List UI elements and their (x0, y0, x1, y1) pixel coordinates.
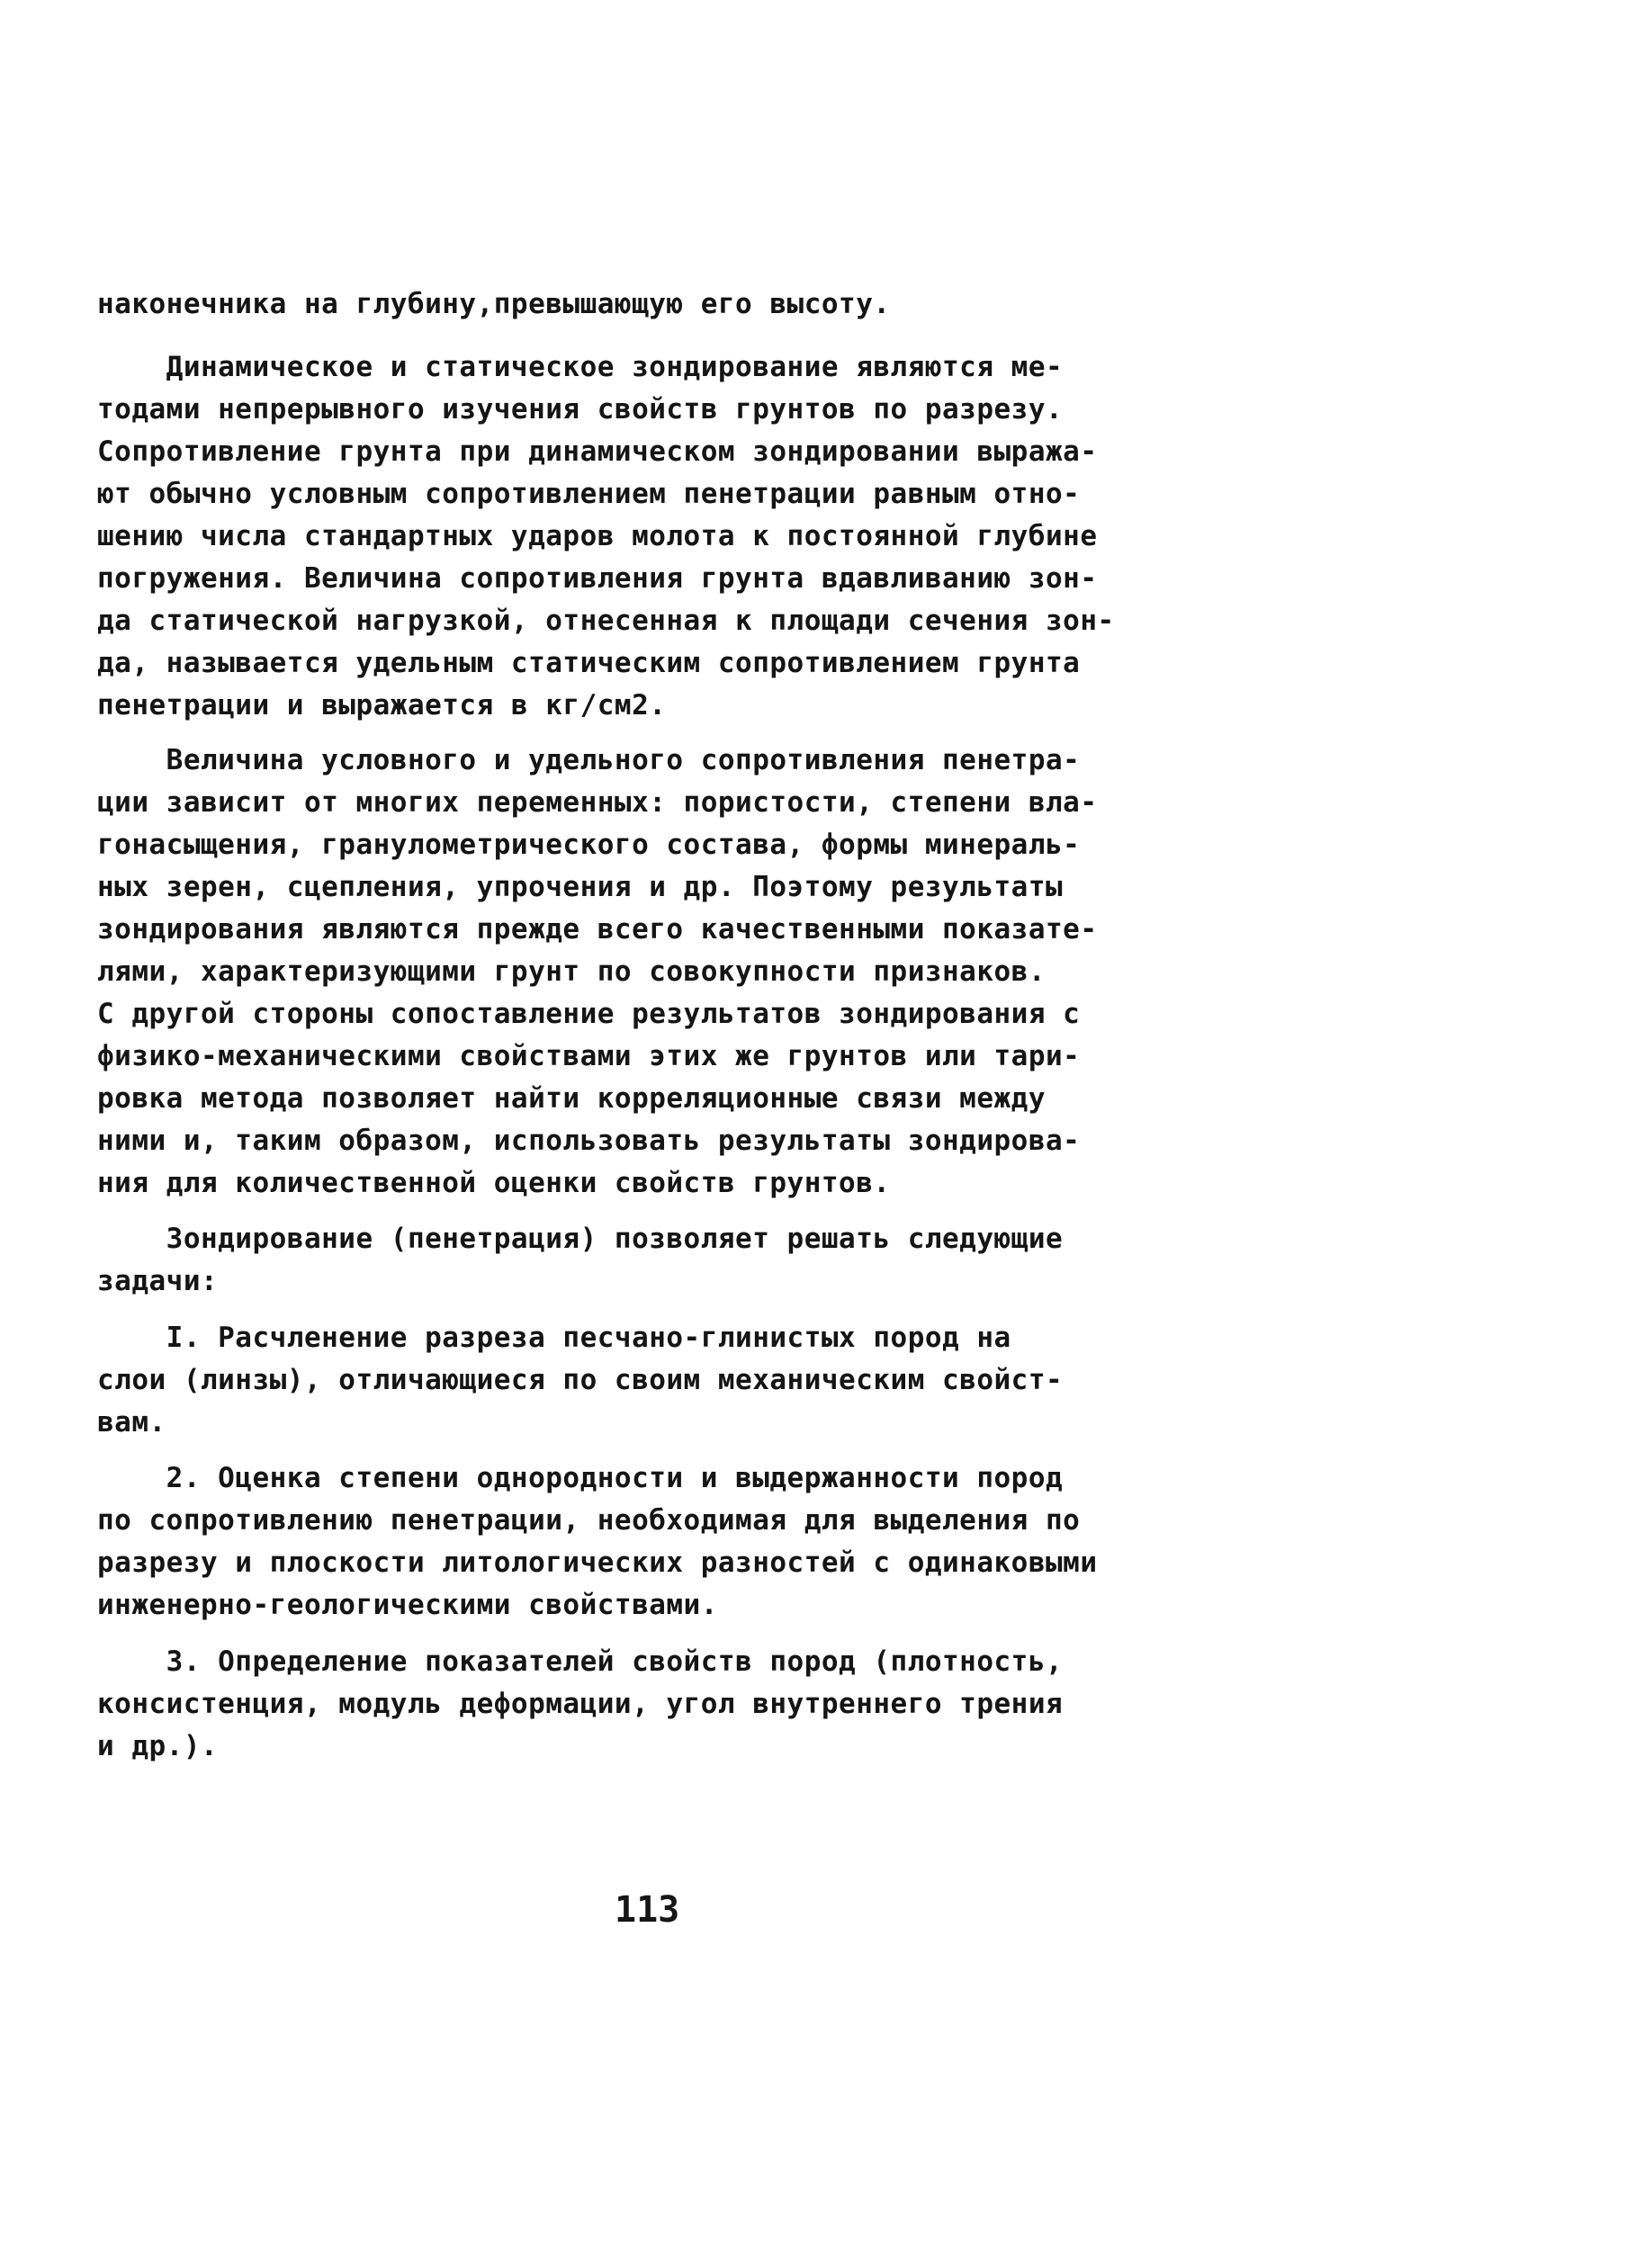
page-number: 113 (615, 1889, 680, 1931)
text-line: да, называется удельным статическим сопротивлением грунта (97, 647, 1081, 679)
text-line: вам. (97, 1406, 166, 1439)
text-line: и др.). (97, 1730, 219, 1762)
text-line: разрезу и плоскости литологических разностей с одинаковыми (97, 1546, 1098, 1579)
text-line: гонасыщения, гранулометрического состава, формы минераль- (97, 829, 1081, 861)
text-line: пенетрации и выражается в кг/см2. (97, 689, 667, 722)
text-line: 2. Оценка степени однородности и выдержанности пород (97, 1462, 1064, 1494)
text-line: ровка метода позволяет найти корреляционные связи между (97, 1082, 1046, 1115)
text-line: I. Расчленение разреза песчано-глинистых пород на (97, 1322, 1011, 1354)
text-line: ют обычно условным сопротивлением пенетрации равным отно- (97, 478, 1081, 510)
text-line: ния для количественной оценки свойств грунтов. (97, 1167, 891, 1199)
text-line: погружения. Величина сопротивления грунта вдавливанию зон- (97, 562, 1098, 595)
text-line: зондирования являются прежде всего качественными показате- (97, 913, 1098, 946)
text-line: тодами непрерывного изучения свойств грунтов по разрезу. (97, 393, 1064, 426)
text-line: инженерно-геологическими свойствами. (97, 1589, 718, 1621)
text-line: шению числа стандартных ударов молота к постоянной глубине (97, 520, 1098, 552)
text-line: лями, характеризующими грунт по совокупности признаков. (97, 955, 1046, 988)
text-line: С другой стороны сопоставление результатов зондирования с (97, 998, 1081, 1030)
text-line: Зондирование (пенетрация) позволяет решать следующие (97, 1223, 1064, 1255)
text-line: консистенция, модуль деформации, угол внутреннего трения (97, 1688, 1064, 1720)
text-line: ции зависит от многих переменных: пористости, степени вла- (97, 786, 1098, 819)
text-line: физико-механическими свойствами этих же грунтов или тари- (97, 1040, 1081, 1072)
text-line: Величина условного и удельного сопротивления пенетра- (97, 744, 1081, 776)
text-line: наконечника на глубину,превышающую его высоту. (97, 288, 891, 320)
text-line: Динамическое и статическое зондирование являются ме- (97, 351, 1064, 383)
text-line: по сопротивлению пенетрации, необходимая для выделения по (97, 1504, 1081, 1537)
text-line: 3. Определение показателей свойств пород (плотность, (97, 1645, 1064, 1678)
text-line: ных зерен, сцепления, упрочения и др. Поэтому результаты (97, 871, 1064, 903)
text-line: задачи: (97, 1265, 219, 1297)
text-line: ними и, таким образом, использовать результаты зондирова- (97, 1125, 1081, 1157)
text-line: да статической нагрузкой, отнесенная к площади сечения зон- (97, 605, 1115, 637)
text-line: Сопротивление грунта при динамическом зондировании выража- (97, 435, 1098, 468)
text-line: слои (линзы), отличающиеся по своим механическим свойст- (97, 1364, 1064, 1396)
